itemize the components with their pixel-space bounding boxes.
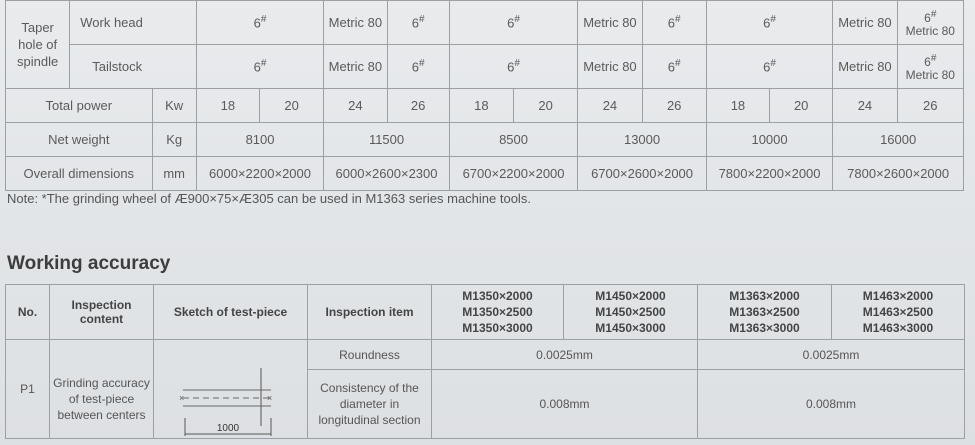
metric-cell: Metric 80 (833, 1, 897, 45)
power-value: 26 (387, 89, 449, 123)
roundness-row (6, 340, 965, 370)
taper-cell: 6# (449, 1, 578, 45)
total-power-label: Total power (6, 89, 153, 123)
accuracy-table (5, 284, 965, 439)
row-number: P1 (6, 340, 50, 439)
metric-cell: Metric 80 (578, 45, 642, 89)
svg-text:×: × (178, 393, 184, 403)
test-piece-drawing (171, 366, 291, 438)
dims-value: 7800×2600×2000 (833, 157, 964, 191)
power-value: 20 (514, 89, 578, 123)
dims-value: 6700×2600×2000 (578, 157, 707, 191)
section-heading: Working accuracy (7, 253, 171, 274)
dims-label: Overall dimensions (6, 157, 153, 191)
model-group-m1350: M1350×2000 M1350×2500 M1350×3000 (432, 285, 564, 340)
weight-value: 8500 (449, 123, 578, 157)
net-weight-row (6, 123, 964, 157)
dims-value: 6700×2200×2000 (449, 157, 578, 191)
inspection-value: 0.0025mm (698, 340, 965, 370)
power-value: 24 (578, 89, 642, 123)
weight-value: 16000 (833, 123, 964, 157)
spec-table (5, 0, 964, 191)
inspection-item-header: Inspection item (308, 285, 432, 340)
taper-cell: 6# (387, 45, 449, 89)
taper-cell: 6# (642, 45, 706, 89)
weight-value: 8100 (196, 123, 324, 157)
test-piece-sketch (154, 340, 308, 439)
power-value: 18 (449, 89, 513, 123)
metric-cell: Metric 80 (324, 45, 387, 89)
taper-cell: 6# (706, 1, 833, 45)
taper-cell: 6# (706, 45, 833, 89)
work-head-row (6, 1, 964, 45)
taper-cell: 6# (642, 1, 706, 45)
dims-value: 6000×2200×2000 (196, 157, 324, 191)
power-value: 20 (260, 89, 324, 123)
taper-label: Taper hole of spindle (6, 1, 70, 89)
inspection-value: 0.0025mm (432, 340, 698, 370)
power-value: 26 (642, 89, 706, 123)
taper-metric-cell: 6# Metric 80 (897, 45, 963, 89)
taper-cell: 6# (387, 1, 449, 45)
kg-unit: Kg (152, 123, 196, 157)
total-power-row (6, 89, 964, 123)
weight-value: 11500 (324, 123, 450, 157)
tailstock-label: Tailstock (70, 45, 197, 89)
dims-value: 7800×2200×2000 (706, 157, 833, 191)
taper-metric-cell: 6# Metric 80 (897, 1, 963, 45)
metric-cell: Metric 80 (578, 1, 642, 45)
metric-cell: Metric 80 (833, 45, 897, 89)
svg-text:×: × (266, 393, 272, 403)
power-value: 26 (897, 89, 963, 123)
model-group-m1363: M1363×2000 M1363×2500 M1363×3000 (698, 285, 832, 340)
tailstock-row (6, 45, 964, 89)
mm-unit: mm (152, 157, 196, 191)
inspection-content-header: Inspection content (50, 285, 154, 340)
inspection-item: Consistency of the diameter in longitudinal section (308, 370, 432, 439)
weight-value: 10000 (706, 123, 833, 157)
dims-value: 6000×2600×2300 (324, 157, 450, 191)
sketch-header: Sketch of test-piece (154, 285, 308, 340)
power-value: 18 (706, 89, 769, 123)
power-value: 18 (196, 89, 259, 123)
power-value: 24 (324, 89, 387, 123)
kw-unit: Kw (152, 89, 196, 123)
accuracy-header-row (6, 285, 965, 340)
sketch-length-label: 1000 (216, 423, 239, 434)
note-text: Note: *The grinding wheel of Æ900×75×Æ305 can be used in M1363 series machine tools. (7, 191, 531, 206)
power-value: 24 (833, 89, 897, 123)
inspection-value: 0.008mm (432, 370, 698, 439)
model-group-m1450: M1450×2000 M1450×2500 M1450×3000 (564, 285, 698, 340)
overall-dimensions-row (6, 157, 964, 191)
inspection-value: 0.008mm (698, 370, 965, 439)
inspection-content: Grinding accuracy of test-piece between centers (50, 340, 154, 439)
taper-cell: 6# (196, 45, 324, 89)
net-weight-label: Net weight (6, 123, 153, 157)
work-head-label: Work head (70, 1, 197, 45)
inspection-item: Roundness (308, 340, 432, 370)
metric-cell: Metric 80 (324, 1, 387, 45)
taper-cell: 6# (196, 1, 324, 45)
power-value: 20 (770, 89, 833, 123)
no-header: No. (6, 285, 50, 340)
model-group-m1463: M1463×2000 M1463×2500 M1463×3000 (832, 285, 965, 340)
weight-value: 13000 (578, 123, 707, 157)
taper-cell: 6# (449, 45, 578, 89)
